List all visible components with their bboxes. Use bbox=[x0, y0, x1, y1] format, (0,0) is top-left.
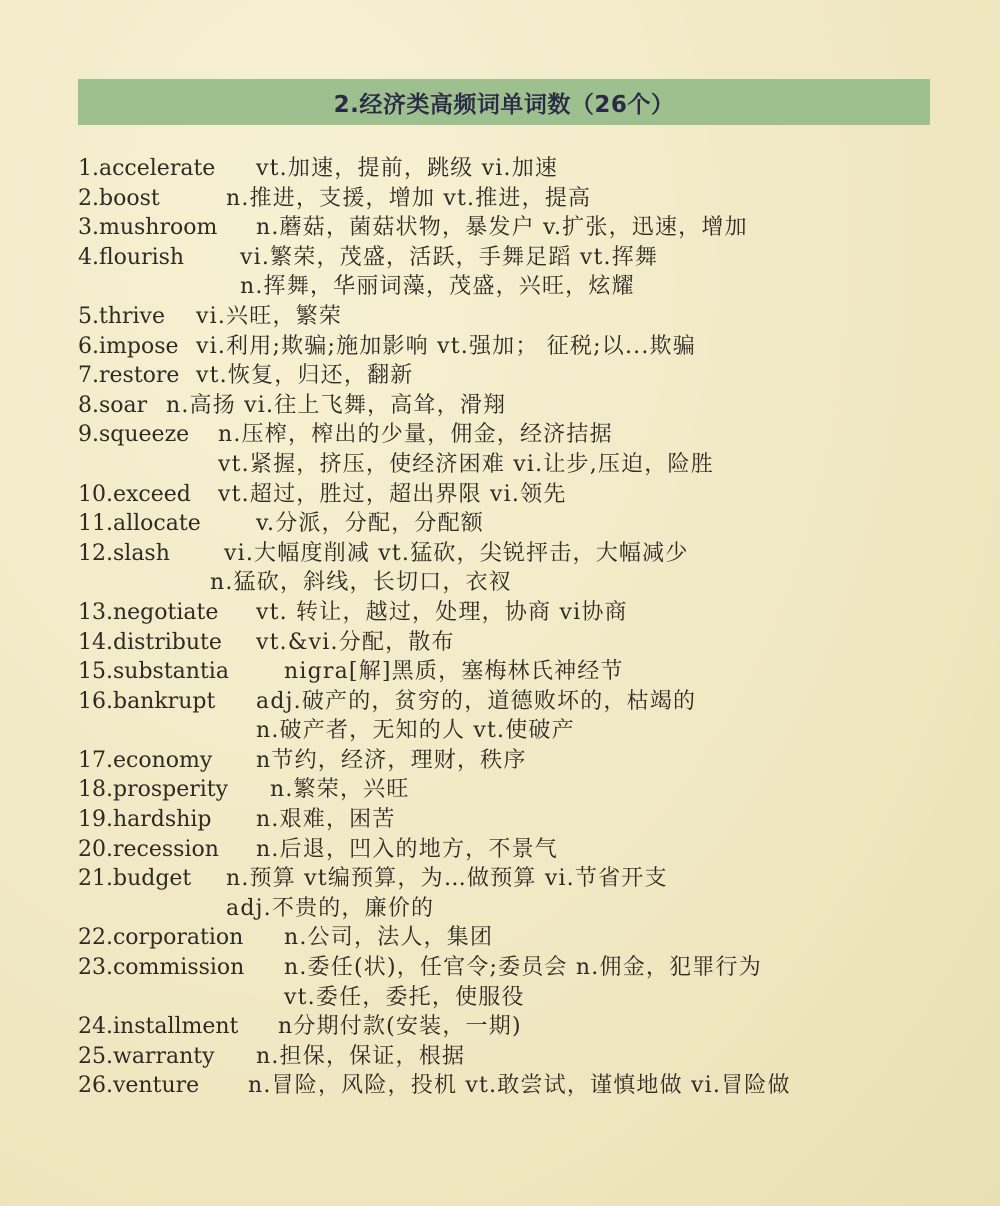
entry-definition: vt.&vi.分配，散布 bbox=[256, 629, 455, 655]
list-item-continuation bbox=[78, 716, 958, 746]
entry-definition: adj.破产的，贫穷的，道德败坏的，枯竭的 bbox=[256, 688, 697, 714]
title-banner bbox=[78, 79, 930, 125]
list-item bbox=[78, 361, 958, 391]
list-item bbox=[78, 687, 958, 717]
list-item bbox=[78, 657, 958, 687]
list-item bbox=[78, 1042, 958, 1072]
entry-word: 9.squeeze bbox=[78, 422, 190, 448]
entry-definition: n.繁荣，兴旺 bbox=[270, 777, 410, 803]
entry-word: 16.bankrupt bbox=[78, 688, 216, 714]
entry-word: 14.distribute bbox=[78, 629, 222, 655]
list-item bbox=[78, 1012, 958, 1042]
list-item bbox=[78, 835, 958, 865]
entry-word: 2.boost bbox=[78, 185, 160, 211]
entry-definition: n.担保，保证，根据 bbox=[256, 1043, 466, 1069]
list-item bbox=[78, 864, 958, 894]
list-item bbox=[78, 923, 958, 953]
entry-definition: n.推进，支援，增加 vt.推进，提高 bbox=[226, 185, 592, 211]
entry-definition: adj.不贵的，廉价的 bbox=[226, 895, 435, 921]
list-item bbox=[78, 391, 958, 421]
list-item bbox=[78, 746, 958, 776]
entry-word: 13.negotiate bbox=[78, 599, 219, 625]
entry-definition: vt.恢复，归还，翻新 bbox=[196, 363, 414, 389]
list-item bbox=[78, 775, 958, 805]
list-item bbox=[78, 302, 958, 332]
list-item bbox=[78, 509, 958, 539]
entry-word: 19.hardship bbox=[78, 807, 212, 833]
entry-definition: n.压榨，榨出的少量，佣金，经济拮据 bbox=[218, 422, 613, 448]
list-item-continuation bbox=[78, 568, 958, 598]
entry-word: 4.flourish bbox=[78, 244, 185, 270]
page-title: 2.经济类高频词单词数（26个） bbox=[333, 91, 675, 118]
entry-definition: n.蘑菇，菌菇状物，暴发户 v.扩张，迅速，增加 bbox=[256, 215, 748, 241]
entry-definition: n.委任(状)，任官令;委员会 n.佣金，犯罪行为 bbox=[284, 955, 762, 981]
list-item bbox=[78, 420, 958, 450]
entry-word: 25.warranty bbox=[78, 1043, 215, 1069]
entry-word: 17.economy bbox=[78, 747, 213, 773]
entry-word: 7.restore bbox=[78, 363, 180, 389]
entry-definition: n.猛砍，斜线，长切口，衣衩 bbox=[210, 570, 512, 596]
entry-definition: n节约，经济，理财，秩序 bbox=[256, 747, 527, 773]
list-item bbox=[78, 480, 958, 510]
entry-definition: vt.委任，委托，使服役 bbox=[284, 984, 525, 1010]
list-item bbox=[78, 154, 958, 184]
list-item-continuation bbox=[78, 894, 958, 924]
entry-definition: n.预算 vt编预算，为…做预算 vi.节省开支 bbox=[226, 866, 668, 892]
entry-definition: vt.紧握，挤压，使经济困难 vi.让步,压迫，险胜 bbox=[218, 451, 714, 477]
list-item bbox=[78, 539, 958, 569]
entry-word: 24.installment bbox=[78, 1014, 239, 1040]
entry-definition: n.破产者，无知的人 vt.使破产 bbox=[256, 718, 575, 744]
entry-definition: n.冒险，风险，投机 vt.敢尝试，谨慎地做 vi.冒险做 bbox=[248, 1073, 791, 1099]
entry-definition: n.艰难，困苦 bbox=[256, 807, 396, 833]
entry-word: 23.commission bbox=[78, 955, 245, 981]
list-item bbox=[78, 332, 958, 362]
entry-word: 6.impose bbox=[78, 333, 179, 359]
entry-definition: vi.兴旺，繁荣 bbox=[196, 303, 343, 329]
entry-word: 3.mushroom bbox=[78, 215, 218, 241]
entry-definition: vi.繁荣，茂盛，活跃，手舞足蹈 vt.挥舞 bbox=[240, 244, 659, 270]
entry-definition: n分期付款(安装，一期) bbox=[278, 1014, 522, 1040]
entry-word: 1.accelerate bbox=[78, 156, 216, 181]
entry-definition: n.后退，凹入的地方，不景气 bbox=[256, 836, 558, 862]
list-item bbox=[78, 805, 958, 835]
entry-word: 12.slash bbox=[78, 540, 170, 566]
entry-definition: nigra[解]黑质，塞梅林氏神经节 bbox=[284, 659, 624, 685]
list-item bbox=[78, 598, 958, 628]
list-item bbox=[78, 184, 958, 214]
entry-word: 18.prosperity bbox=[78, 777, 229, 803]
entry-word: 22.corporation bbox=[78, 925, 244, 951]
list-item-continuation bbox=[78, 450, 958, 480]
list-item-continuation bbox=[78, 983, 958, 1013]
list-item bbox=[78, 953, 958, 983]
entry-word: 8.soar bbox=[78, 392, 148, 418]
entry-definition: vt.加速，提前，跳级 vi.加速 bbox=[256, 156, 559, 181]
entry-definition: vt. 转让，越过，处理，协商 vi协商 bbox=[256, 599, 628, 625]
entry-word: 10.exceed bbox=[78, 481, 191, 507]
entry-word: 20.recession bbox=[78, 836, 219, 862]
list-item-continuation bbox=[78, 272, 958, 302]
entry-definition: n.挥舞，华丽词藻，茂盛，兴旺，炫耀 bbox=[240, 274, 635, 300]
entry-definition: n.高扬 vi.往上飞舞，高耸，滑翔 bbox=[166, 392, 507, 418]
entry-definition: vi.利用;欺骗;施加影响 vt.强加； 征税;以...欺骗 bbox=[196, 333, 696, 359]
entry-definition: vi.大幅度削减 vt.猛砍，尖锐抨击，大幅减少 bbox=[224, 540, 689, 566]
entry-word: 5.thrive bbox=[78, 303, 166, 329]
list-item bbox=[78, 213, 958, 243]
entry-definition: n.公司，法人，集团 bbox=[284, 925, 494, 951]
list-item bbox=[78, 628, 958, 658]
entry-word: 26.venture bbox=[78, 1073, 200, 1099]
vocabulary-list bbox=[78, 154, 958, 1101]
entry-word: 11.allocate bbox=[78, 511, 201, 537]
entry-word: 15.substantia bbox=[78, 659, 229, 685]
list-item bbox=[78, 243, 958, 273]
entry-word: 21.budget bbox=[78, 866, 192, 892]
entry-definition: v.分派，分配，分配额 bbox=[256, 511, 485, 537]
list-item bbox=[78, 1071, 958, 1101]
entry-definition: vt.超过，胜过，超出界限 vi.领先 bbox=[218, 481, 567, 507]
